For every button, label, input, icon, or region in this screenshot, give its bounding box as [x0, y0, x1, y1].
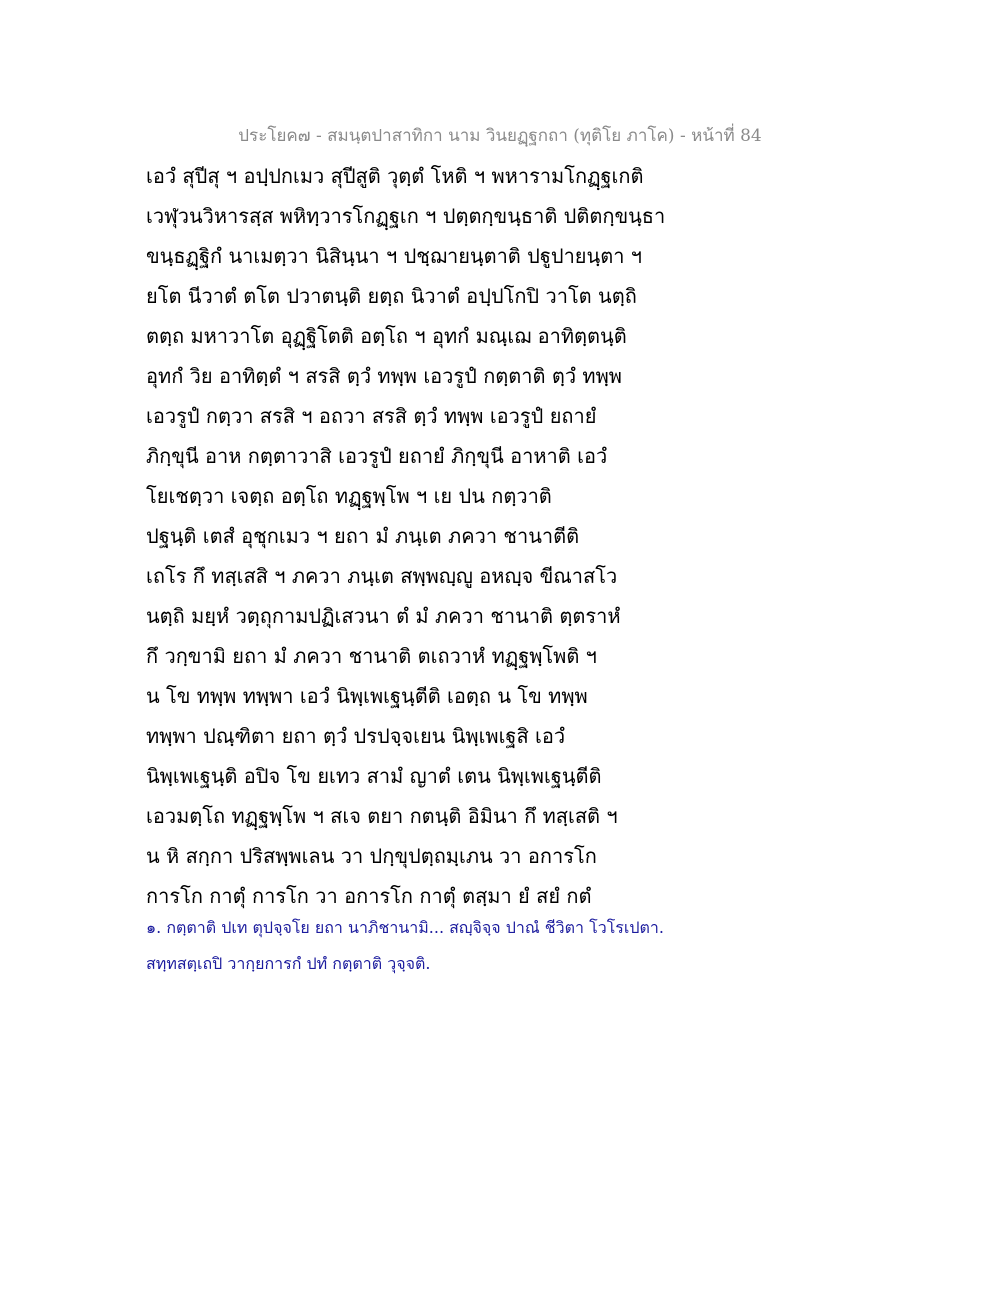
body-text [146, 156, 866, 916]
text-line: ตตฺถ มหาวาโต อุฏฺฐิโตติ อตฺโถ ฯ อุทกํ มณฺเฌ อาทิตฺตนฺติ [146, 324, 627, 348]
text-line: นิพฺเพเฐนฺติ อปิจ โข ยเทว สามํ ญาตํ เตน นิพฺเพเฐนฺตีติ [146, 764, 602, 788]
text-line: เถโร กึ ทสฺเสสิ ฯ ภควา ภนฺเต สพฺพญฺญู อหญฺจ ขีณาสโว [146, 564, 618, 588]
footnote-line: ๑. กตฺตาติ ปเท ตุปจฺจโย ยถา นาภิชานามิ... สญฺจิจฺจ ปาณํ ชีวิตา โวโรเปตา. [146, 918, 664, 937]
footnote-line: สทฺทสตฺเถปิ วากฺยการกํ ปทํ กตฺตาติ วุจฺจติ. [146, 954, 431, 973]
text-line: ยโต นีวาตํ ตโต ปวาตนฺติ ยตฺถ นิวาตํ อปฺปโกปิ วาโต นตฺถิ [146, 284, 637, 308]
text-line: ภิกฺขุนี อาห กตฺตาวาสิ เอวรูปํ ยถายํ ภิกฺขุนี อาหาติ เอวํ [146, 444, 608, 468]
text-line: ทพฺพา ปณฺฑิตา ยถา ตฺวํ ปรปจฺจเยน นิพฺเพเฐสิ เอวํ [146, 724, 566, 748]
text-line: เวฬุวนวิหารสฺส พหิทฺวารโกฏฺฐเก ฯ ปตฺตกฺขนฺธาติ ปติตกฺขนฺธา [146, 204, 666, 228]
text-line: ขนฺธฏฺฐิกํ นาเมตฺวา นิสินฺนา ฯ ปชฺฌายนฺตาติ ปฐูปายนฺตา ฯ [146, 244, 643, 268]
footnotes [146, 910, 906, 982]
text-line: เอวมตฺโถ ทฏฺฐพฺโพ ฯ สเจ ตยา กตนฺติ อิมินา กึ ทสฺเสติ ฯ [146, 804, 618, 828]
text-line: อุทกํ วิย อาทิตฺตํ ฯ สรสิ ตฺวํ ทพฺพ เอวรูปํ กตฺตาติ ตฺวํ ทพฺพ [146, 364, 622, 388]
text-line: กึ วกฺขามิ ยถา มํ ภควา ชานาติ ตเถวาหํ ทฏฺฐพฺโพติ ฯ [146, 644, 597, 668]
running-title: ประโยค๗ - สมนฺตปาสาทิกา นาม วินยฏฺฐกถา (ทุติโย ภาโค) - หน้าที่ 84 [238, 126, 762, 146]
text-line: การโก กาตุํ การโก วา อการโก กาตุํ ตสฺมา ยํ สยํ กตํ [146, 884, 592, 908]
page-header [0, 122, 1000, 149]
text-line: เอวํ สุปีสุ ฯ อปฺปกเมว สุปีสูติ วุตฺตํ โหติ ฯ พหารามโกฏฺฐเกติ [146, 164, 644, 188]
text-line: น โข ทพฺพ ทพฺพา เอวํ นิพฺเพเฐนฺตีติ เอตฺถ น โข ทพฺพ [146, 684, 588, 708]
text-line: เอวรูปํ กตฺวา สรสิ ฯ อถวา สรสิ ตฺวํ ทพฺพ เอวรูปํ ยถายํ [146, 404, 597, 428]
text-line: โยเชตฺวา เจตฺถ อตฺโถ ทฏฺฐพฺโพ ฯ เย ปน กตฺวาติ [146, 484, 552, 508]
text-line: น หิ สกฺกา ปริสพฺพเลน วา ปกฺขุปตฺถมฺเภน วา อการโก [146, 844, 597, 868]
text-line: นตฺถิ มยฺหํ วตฺถุกามปฏิเสวนา ตํ มํ ภควา ชานาติ ตฺตราหํ [146, 604, 621, 628]
text-line: ปฐนฺติ เตสํ อุชุกเมว ฯ ยถา มํ ภนฺเต ภควา ชานาตีติ [146, 524, 580, 548]
